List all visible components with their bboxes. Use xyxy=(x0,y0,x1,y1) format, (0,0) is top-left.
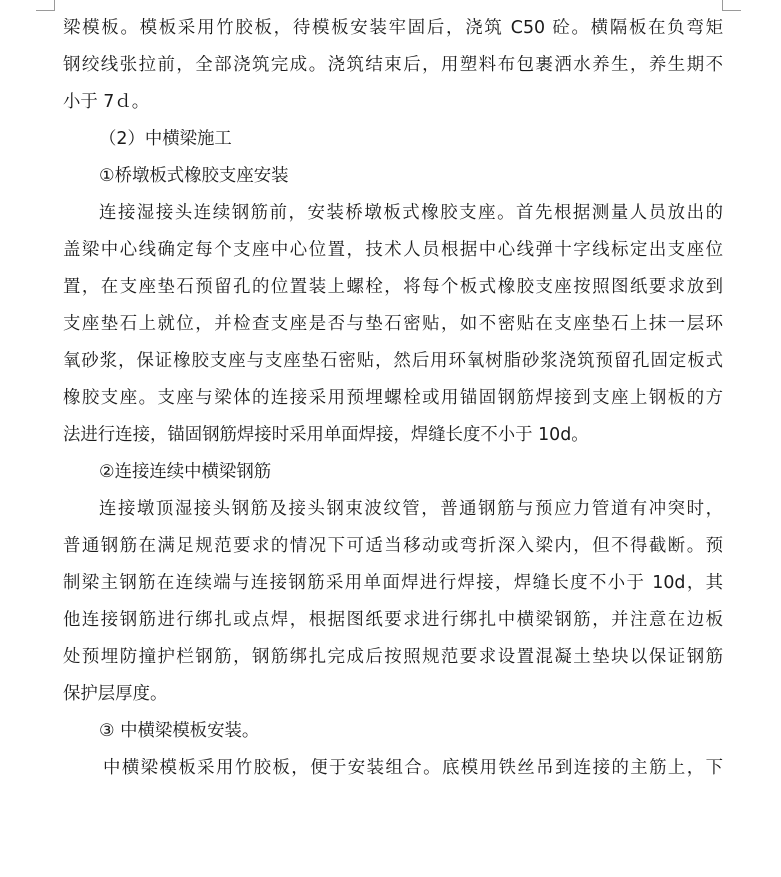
paragraph-line: 保护层厚度。 xyxy=(63,684,168,704)
paragraph-line: 连接墩顶湿接头钢筋及接头钢束波纹管，普通钢筋与预应力管道有冲突时， xyxy=(99,499,723,519)
paragraph-line: 支座垫石上就位，并检查支座是否与垫石密贴，如不密贴在支座垫石上抹一层环 xyxy=(63,314,723,334)
paragraph-line: 制梁主钢筋在连续端与连接钢筋采用单面焊进行焊接，焊缝长度不小于 10d，其 xyxy=(63,573,723,593)
paragraph-line: 普通钢筋在满足规范要求的情况下可适当移动或弯折深入梁内，但不得截断。预 xyxy=(63,536,723,556)
page-corner-mark-right xyxy=(722,0,741,11)
section-heading: （2）中横梁施工 xyxy=(99,129,232,149)
document-body xyxy=(63,10,723,787)
subsection-heading: ②连接连续中横梁钢筋 xyxy=(99,462,272,482)
paragraph-line: 置，在支座垫石预留孔的位置装上螺栓，将每个板式橡胶支座按照图纸要求放到 xyxy=(63,277,723,297)
paragraph-line: 梁模板。模板采用竹胶板，待模板安装牢固后，浇筑 C50 砼。横隔板在负弯矩 xyxy=(63,18,723,38)
paragraph-line: 中横梁模板采用竹胶板，便于安装组合。底模用铁丝吊到连接的主筋上，下 xyxy=(103,758,723,778)
paragraph-line: 处预埋防撞护栏钢筋，钢筋绑扎完成后按照规范要求设置混凝土垫块以保证钢筋 xyxy=(63,647,723,667)
paragraph-line: 连接湿接头连续钢筋前，安装桥墩板式橡胶支座。首先根据测量人员放出的 xyxy=(99,203,723,223)
paragraph-line: 氧砂浆，保证橡胶支座与支座垫石密贴，然后用环氧树脂砂浆浇筑预留孔固定板式 xyxy=(63,351,723,371)
subsection-heading: ③ 中横梁模板安装。 xyxy=(99,721,260,741)
paragraph-line: 橡胶支座。支座与梁体的连接采用预埋螺栓或用锚固钢筋焊接到支座上钢板的方 xyxy=(63,388,723,408)
paragraph-line: 小于 7ｄ。 xyxy=(63,92,150,112)
paragraph-line: 他连接钢筋进行绑扎或点焊，根据图纸要求进行绑扎中横梁钢筋，并注意在边板 xyxy=(63,610,723,630)
subsection-heading: ①桥墩板式橡胶支座安装 xyxy=(99,166,289,186)
paragraph-line: 法进行连接，锚固钢筋焊接时采用单面焊接，焊缝长度不小于 10d。 xyxy=(63,425,589,445)
paragraph-line: 钢绞线张拉前，全部浇筑完成。浇筑结束后，用塑料布包裹洒水养生，养生期不 xyxy=(63,55,723,75)
paragraph-line: 盖梁中心线确定每个支座中心位置，技术人员根据中心线弹十字线标定出支座位 xyxy=(63,240,723,260)
page-corner-mark-left xyxy=(36,0,55,11)
